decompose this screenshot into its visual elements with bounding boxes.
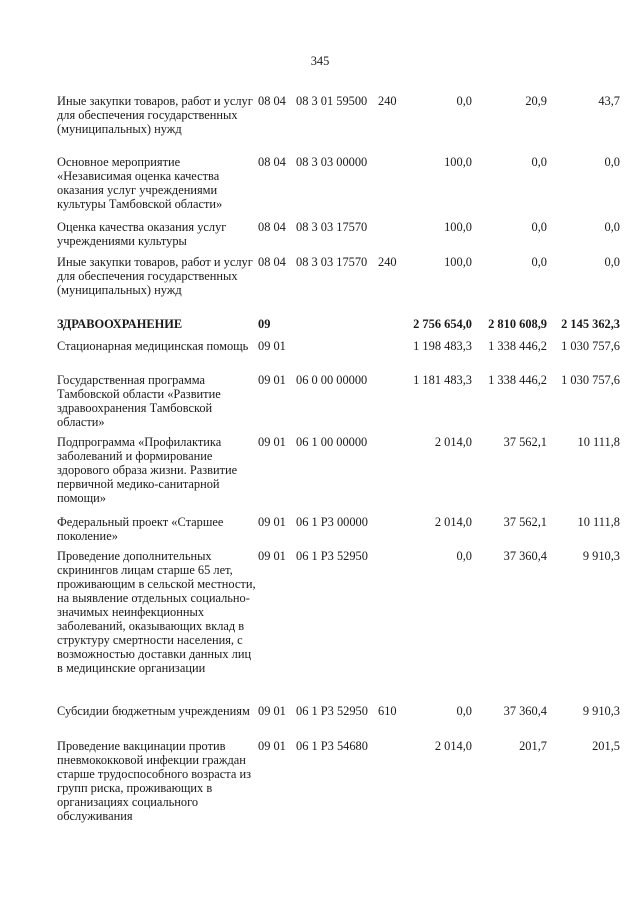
row-section: 09 01 (258, 549, 286, 563)
row-value-2: 1 338 446,2 (488, 373, 547, 387)
row-value-2: 0,0 (531, 155, 547, 169)
row-section: 09 01 (258, 739, 286, 753)
row-value-3: 43,7 (598, 94, 620, 108)
row-target-article: 08 3 03 17570 (296, 255, 368, 269)
row-value-3: 0,0 (604, 255, 620, 269)
row-name: Государственная программа Тамбовской области «Развитие здравоохранения Тамбовской области» (57, 373, 221, 429)
row-value-1: 1 181 483,3 (413, 373, 472, 387)
row-section: 08 04 (258, 255, 286, 269)
row-value-3: 0,0 (604, 155, 620, 169)
row-value-2: 37 360,4 (503, 704, 547, 718)
row-target-article: 08 3 03 00000 (296, 155, 368, 169)
row-target-article: 08 3 03 17570 (296, 220, 368, 234)
row-section: 09 01 (258, 704, 286, 718)
row-value-3: 1 030 757,6 (561, 339, 620, 353)
row-value-1: 2 014,0 (434, 435, 472, 449)
row-value-1: 100,0 (444, 155, 472, 169)
row-value-2: 37 360,4 (503, 549, 547, 563)
row-section: 08 04 (258, 155, 286, 169)
row-value-1: 100,0 (444, 255, 472, 269)
row-value-1: 1 198 483,3 (413, 339, 472, 353)
row-name: Иные закупки товаров, работ и услуг для обеспечения государственных (муниципальных) нужд (57, 94, 253, 136)
row-name: Основное мероприятие «Независимая оценка качества оказания услуг учреждениями культуры Тамбовской области» (57, 155, 223, 211)
row-value-3: 10 111,8 (577, 435, 620, 449)
row-value-3: 10 111,8 (577, 515, 620, 529)
row-value-2: 0,0 (531, 220, 547, 234)
row-value-1: 0,0 (456, 704, 472, 718)
row-name: Стационарная медицинская помощь (57, 339, 249, 353)
row-value-1: 2 014,0 (434, 515, 472, 529)
row-name: Проведение дополнительных скринингов лицам старше 65 лет, проживающим в сельской местности, на выявление отдельных социально-значимых неинфекционных заболеваний, оказывающих вклад в структуру смертности населения, с возможностью доставки данных лиц в медицинские организации (57, 549, 256, 675)
row-value-3: 1 030 757,6 (561, 373, 620, 387)
row-value-1: 2 014,0 (434, 739, 472, 753)
row-value-3: 9 910,3 (582, 549, 620, 563)
row-section: 08 04 (258, 220, 286, 234)
row-section: 09 01 (258, 373, 286, 387)
row-expense-type: 240 (378, 255, 397, 269)
row-value-2: 0,0 (531, 255, 547, 269)
row-name: Субсидии бюджетным учреждениям (57, 704, 250, 718)
row-value-1: 2 756 654,0 (413, 317, 472, 331)
row-section: 08 04 (258, 94, 286, 108)
row-section: 09 01 (258, 435, 286, 449)
page-number: 345 (310, 54, 330, 68)
row-name: Проведение вакцинации против пневмококковой инфекции граждан старше трудоспособного возраста из групп риска, проживающих в организациях социального обслуживания (57, 739, 251, 823)
row-value-2: 37 562,1 (503, 435, 547, 449)
row-target-article: 08 3 01 59500 (296, 94, 368, 108)
row-value-2: 201,7 (519, 739, 547, 753)
row-name: ЗДРАВООХРАНЕНИЕ (57, 317, 183, 331)
row-value-3: 9 910,3 (582, 704, 620, 718)
row-value-1: 0,0 (456, 549, 472, 563)
row-name: Оценка качества оказания услуг учреждениями культуры (57, 220, 227, 248)
row-target-article: 06 1 P3 52950 (296, 549, 368, 563)
row-value-1: 0,0 (456, 94, 472, 108)
row-value-2: 20,9 (525, 94, 547, 108)
row-target-article: 06 1 00 00000 (296, 435, 368, 449)
row-target-article: 06 1 P3 54680 (296, 739, 368, 753)
row-section: 09 (258, 317, 271, 331)
row-value-3: 201,5 (592, 739, 620, 753)
row-value-3: 2 145 362,3 (561, 317, 620, 331)
row-value-2: 1 338 446,2 (488, 339, 547, 353)
row-expense-type: 240 (378, 94, 397, 108)
row-section: 09 01 (258, 515, 286, 529)
row-value-3: 0,0 (604, 220, 620, 234)
row-name: Федеральный проект «Старшее поколение» (57, 515, 224, 543)
row-value-1: 100,0 (444, 220, 472, 234)
row-target-article: 06 1 P3 52950 (296, 704, 368, 718)
row-section: 09 01 (258, 339, 286, 353)
row-name: Иные закупки товаров, работ и услуг для обеспечения государственных (муниципальных) нужд (57, 255, 253, 297)
row-name: Подпрограмма «Профилактика заболеваний и формирование здорового образа жизни. Развитие первичной медико-санитарной помощи» (57, 435, 238, 505)
row-value-2: 37 562,1 (503, 515, 547, 529)
row-expense-type: 610 (378, 704, 397, 718)
row-value-2: 2 810 608,9 (488, 317, 547, 331)
row-target-article: 06 0 00 00000 (296, 373, 368, 387)
row-target-article: 06 1 P3 00000 (296, 515, 368, 529)
